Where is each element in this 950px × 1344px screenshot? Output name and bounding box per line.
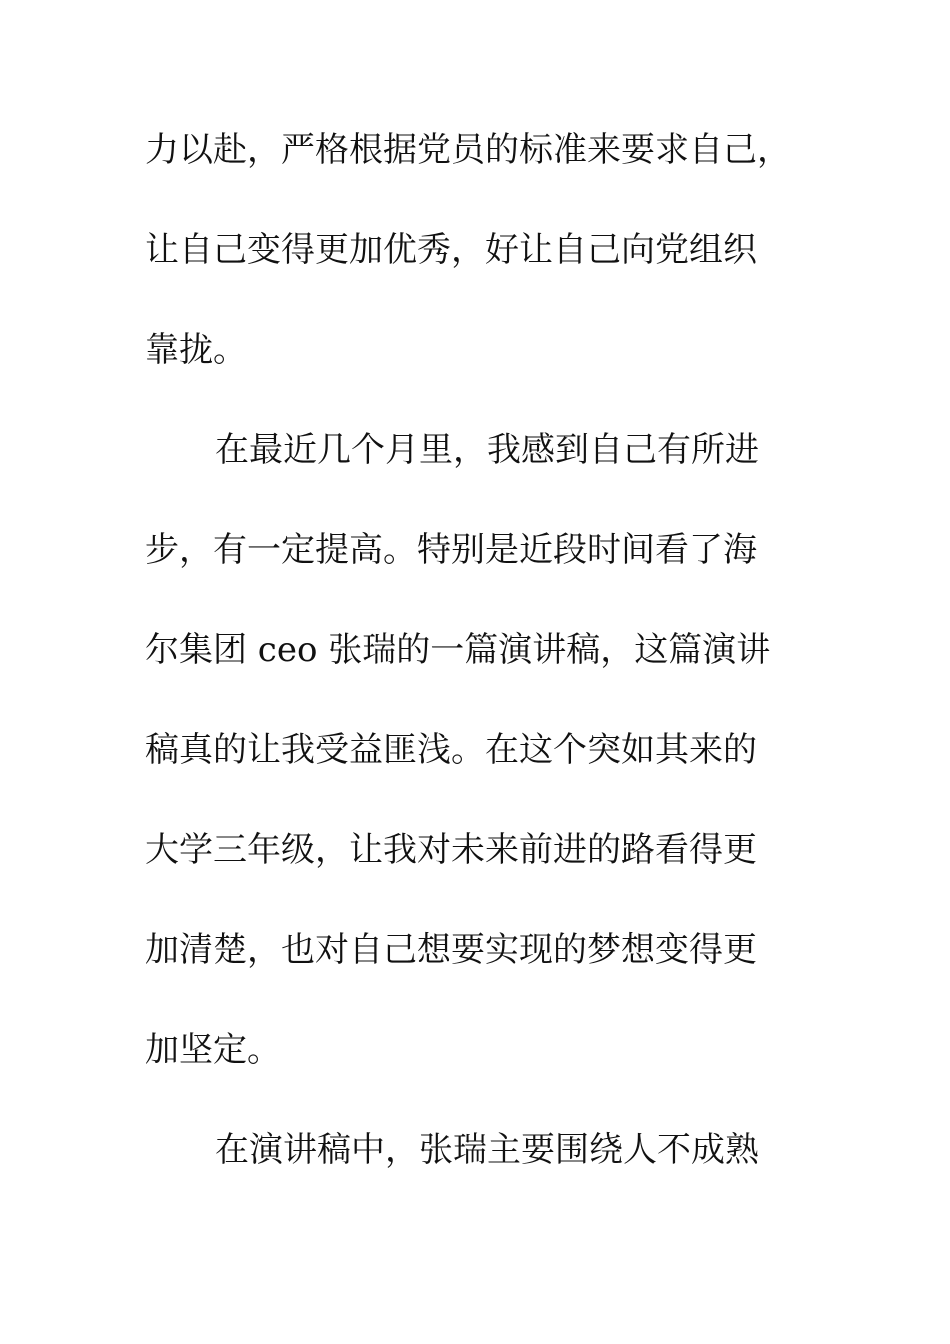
text-line: 步，有一定提高。特别是近段时间看了海: [145, 530, 757, 570]
text-line: 让自己变得更加优秀，好让自己向党组织: [145, 230, 757, 270]
text-line: 大学三年级，让我对未来前进的路看得更: [145, 830, 757, 870]
text-line: 靠拢。: [145, 330, 247, 370]
paragraph-start-line: 在演讲稿中，张瑞主要围绕人不成熟: [215, 1130, 759, 1170]
text-line: 加坚定。: [145, 1030, 281, 1070]
text-line: 稿真的让我受益匪浅。在这个突如其来的: [145, 730, 757, 770]
paragraph-start-line: 在最近几个月里，我感到自己有所进: [215, 430, 759, 470]
text-line: 力以赴，严格根据党员的标准来要求自己，: [145, 130, 791, 170]
text-line: 尔集团 ceo 张瑞的一篇演讲稿，这篇演讲: [145, 630, 771, 670]
text-line: 加清楚，也对自己想要实现的梦想变得更: [145, 930, 757, 970]
